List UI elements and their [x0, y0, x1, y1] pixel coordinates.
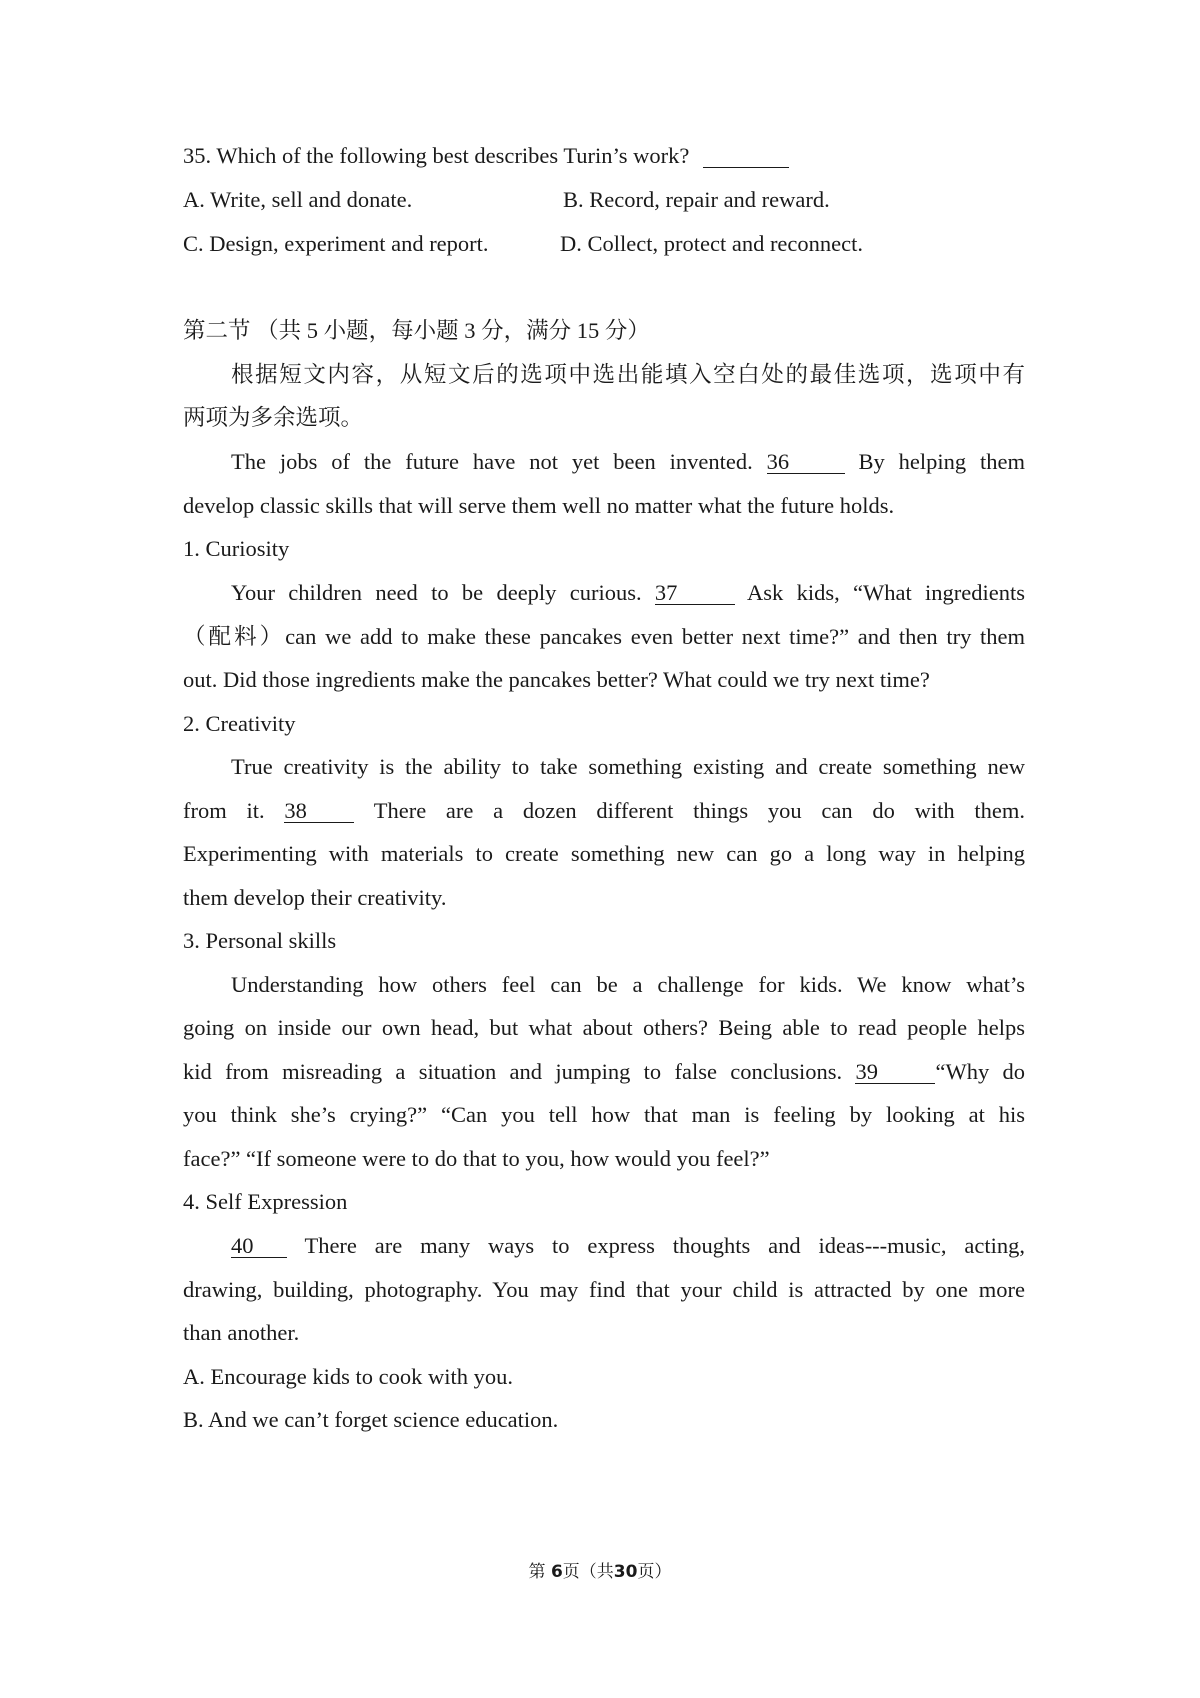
creativity-text-after: There are a dozen different things you can do with them. — [373, 798, 1025, 823]
curiosity-text-after: Ask kids, “What ingredients — [747, 580, 1025, 605]
creativity-line-1: True creativity is the ability to take something existing and create something new — [231, 754, 1025, 779]
curiosity-line-3: out. Did those ingredients make the pancakes better? What could we try next time? — [183, 667, 930, 692]
section-instruction-line-1: 根据短文内容，从短文后的选项中选出能填入空白处的最佳选项，选项中有 — [231, 362, 1025, 387]
creativity-line-2 — [183, 796, 1025, 826]
answer-blank-39: 39 — [855, 1061, 935, 1084]
subheading-personal-skills: 3. Personal skills — [183, 928, 337, 953]
option-a: A. Write, sell and donate. — [183, 187, 413, 212]
choice-b: B. And we can’t forget science education. — [183, 1407, 559, 1432]
self-expression-line-2: drawing, building, photography. You may find that your child is attracted by one more — [183, 1277, 1025, 1302]
personal-skills-line-2: going on inside our own head, but what about others? Being able to read people helps — [183, 1015, 1025, 1040]
personal-skills-line-3 — [183, 1057, 1025, 1087]
curiosity-line-1 — [183, 578, 1025, 608]
answer-blank-37: 37 — [655, 582, 735, 605]
creativity-line-3: Experimenting with materials to create something new can go a long way in helping — [183, 841, 1025, 866]
choice-a: A. Encourage kids to cook with you. — [183, 1364, 513, 1389]
question-35 — [183, 141, 789, 171]
intro-text-after: By helping them — [858, 449, 1025, 474]
self-expression-text-after: There are many ways to express thoughts and ideas---music, acting, — [304, 1233, 1025, 1258]
subheading-curiosity: 1. Curiosity — [183, 536, 290, 561]
creativity-line-4: them develop their creativity. — [183, 885, 447, 910]
footer-suffix: 页） — [637, 1562, 672, 1582]
q35-options-row-2 — [183, 229, 1025, 259]
footer-page-number: 6 — [550, 1562, 563, 1582]
option-c: C. Design, experiment and report. — [183, 231, 489, 256]
creativity-text-before: from it. — [183, 798, 265, 823]
intro-text-before: The jobs of the future have not yet been invented. — [231, 449, 753, 474]
section-heading: 第二节 （共 5 小题，每小题 3 分，满分 15 分） — [183, 318, 650, 343]
section-instruction-line-2: 两项为多余选项。 — [183, 405, 364, 430]
curiosity-line-2: （配料）can we add to make these pancakes even better next time?” and then try them — [183, 624, 1025, 649]
footer-prefix: 第 — [528, 1562, 546, 1582]
personal-skills-text-before: kid from misreading a situation and jumping to false conclusions. — [183, 1059, 843, 1084]
passage-intro-line-1 — [183, 447, 1025, 477]
subheading-self-expression: 4. Self Expression — [183, 1189, 348, 1214]
answer-blank-35 — [703, 145, 789, 168]
footer-total-pages: 30 — [613, 1562, 638, 1582]
self-expression-line-3: than another. — [183, 1320, 300, 1345]
answer-blank-38: 38 — [284, 800, 354, 823]
q35-options-row-1 — [183, 185, 1025, 215]
answer-blank-36: 36 — [767, 451, 845, 474]
passage-intro-line-2: develop classic skills that will serve them well no matter what the future holds. — [183, 493, 895, 518]
page-footer — [0, 1560, 1200, 1584]
option-d: D. Collect, protect and reconnect. — [560, 231, 864, 256]
question-35-text: 35. Which of the following best describes Turin’s work? — [183, 143, 690, 168]
answer-blank-40: 40 — [231, 1235, 287, 1258]
option-b: B. Record, repair and reward. — [563, 187, 830, 212]
personal-skills-line-4: you think she’s crying?” “Can you tell how that man is feeling by looking at his — [183, 1102, 1025, 1127]
personal-skills-line-5: face?” “If someone were to do that to you, how would you feel?” — [183, 1146, 770, 1171]
curiosity-text-before: Your children need to be deeply curious. — [231, 580, 642, 605]
self-expression-line-1 — [183, 1231, 1025, 1261]
personal-skills-line-1: Understanding how others feel can be a challenge for kids. We know what’s — [231, 972, 1025, 997]
footer-middle: 页（共 — [562, 1562, 614, 1582]
subheading-creativity: 2. Creativity — [183, 711, 296, 736]
personal-skills-text-after: “Why do — [935, 1059, 1026, 1084]
